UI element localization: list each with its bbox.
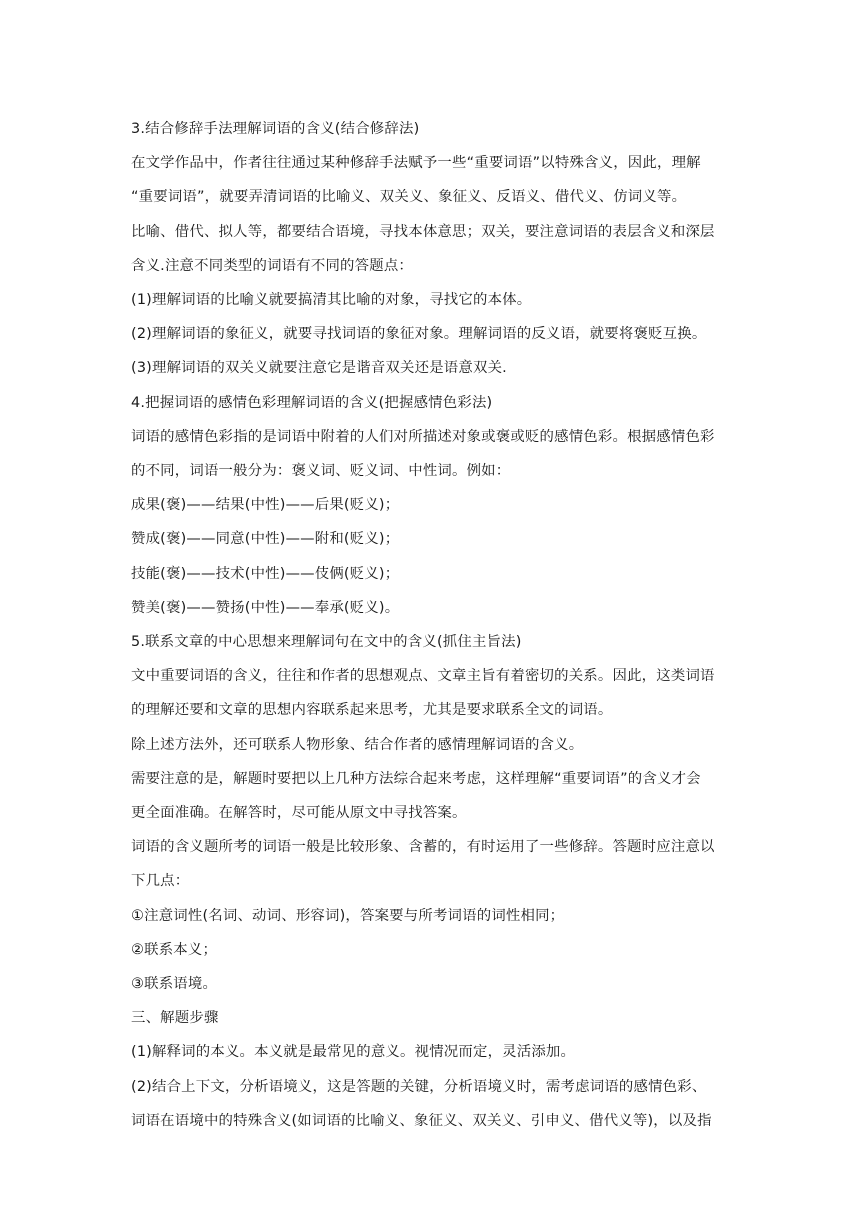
paragraph-line: 的不同，词语一般分为：褒义词、贬义词、中性词。例如： xyxy=(131,463,511,480)
list-item: ③联系语境。 xyxy=(131,976,218,993)
paragraph-line: 更全面准确。在解答时，尽可能从原文中寻找答案。 xyxy=(131,805,467,822)
list-item: (2)结合上下文，分析语境义，这是答题的关键，分析语境义时，需考虑词语的感情色彩、 xyxy=(131,1078,707,1095)
paragraph-line: 词语的含义题所考的词语一般是比较形象、含蓄的，有时运用了一些修辞。答题时应注意以 xyxy=(131,839,715,856)
section-heading: 4.把握词语的感情色彩理解词语的含义(把握感情色彩法) xyxy=(131,394,493,411)
section-heading: 3.结合修辞手法理解词语的含义(结合修辞法) xyxy=(131,121,420,137)
paragraph-line: 下几点： xyxy=(131,873,190,890)
list-item: (3)理解词语的双关义就要注意它是谐音双关还是语意双关. xyxy=(131,360,507,377)
paragraph-line: 词语的感情色彩指的是词语中附着的人们对所描述对象或褒或贬的感情色彩。根据感情色彩 xyxy=(131,428,715,445)
document-body xyxy=(131,112,731,1138)
example-line: 赞美(褒)——赞扬(中性)——奉承(贬义)。 xyxy=(131,599,400,616)
paragraph-line: 除上述方法外，还可联系人物形象、结合作者的感情理解词语的含义。 xyxy=(131,736,584,753)
paragraph-line: 在文学作品中，作者往往通过某种修辞手法赋予一些“重要词语”以特殊含义，因此，理解 xyxy=(131,155,701,172)
paragraph-line: 含义.注意不同类型的词语有不同的答题点： xyxy=(131,257,413,274)
paragraph-line: 比喻、借代、拟人等，都要结合语境，寻找本体意思；双关，要注意词语的表层含义和深层 xyxy=(131,223,715,240)
paragraph-line: “重要词语”，就要弄清词语的比喻义、双关义、象征义、反语义、借代义、仿词义等。 xyxy=(131,189,687,206)
paragraph-line: 文中重要词语的含义，往往和作者的思想观点、文章主旨有着密切的关系。因此，这类词语 xyxy=(131,668,715,685)
paragraph-line: 需要注意的是，解题时要把以上几种方法综合起来考虑，这样理解“重要词语”的含义才会 xyxy=(131,770,701,787)
example-line: 成果(褒)——结果(中性)——后果(贬义)； xyxy=(131,497,400,514)
list-item: (2)理解词语的象征义，就要寻找词语的象征对象。理解词语的反义语，就要将褒贬互换。 xyxy=(131,326,707,343)
list-item: (1)理解词语的比喻义就要搞清其比喻的对象，寻找它的本体。 xyxy=(131,292,532,309)
paragraph-line: 词语在语境中的特殊含义(如词语的比喻义、象征义、双关义、引申义、借代义等)，以及指 xyxy=(131,1112,712,1129)
list-item: (1)解释词的本义。本义就是最常见的意义。视情况而定，灵活添加。 xyxy=(131,1044,576,1061)
list-item: ①注意词性(名词、动词、形容词)，答案要与所考词语的词性相同； xyxy=(131,907,565,924)
example-line: 赞成(褒)——同意(中性)——附和(贬义)； xyxy=(131,531,400,548)
list-item: ②联系本义； xyxy=(131,941,218,958)
example-line: 技能(褒)——技术(中性)——伎俩(贬义)； xyxy=(131,565,400,582)
section-heading: 三、解题步骤 xyxy=(131,1010,219,1027)
section-heading: 5.联系文章的中心思想来理解词句在文中的含义(抓住主旨法) xyxy=(131,634,522,651)
paragraph-line: 的理解还要和文章的思想内容联系起来思考，尤其是要求联系全文的词语。 xyxy=(131,702,613,719)
